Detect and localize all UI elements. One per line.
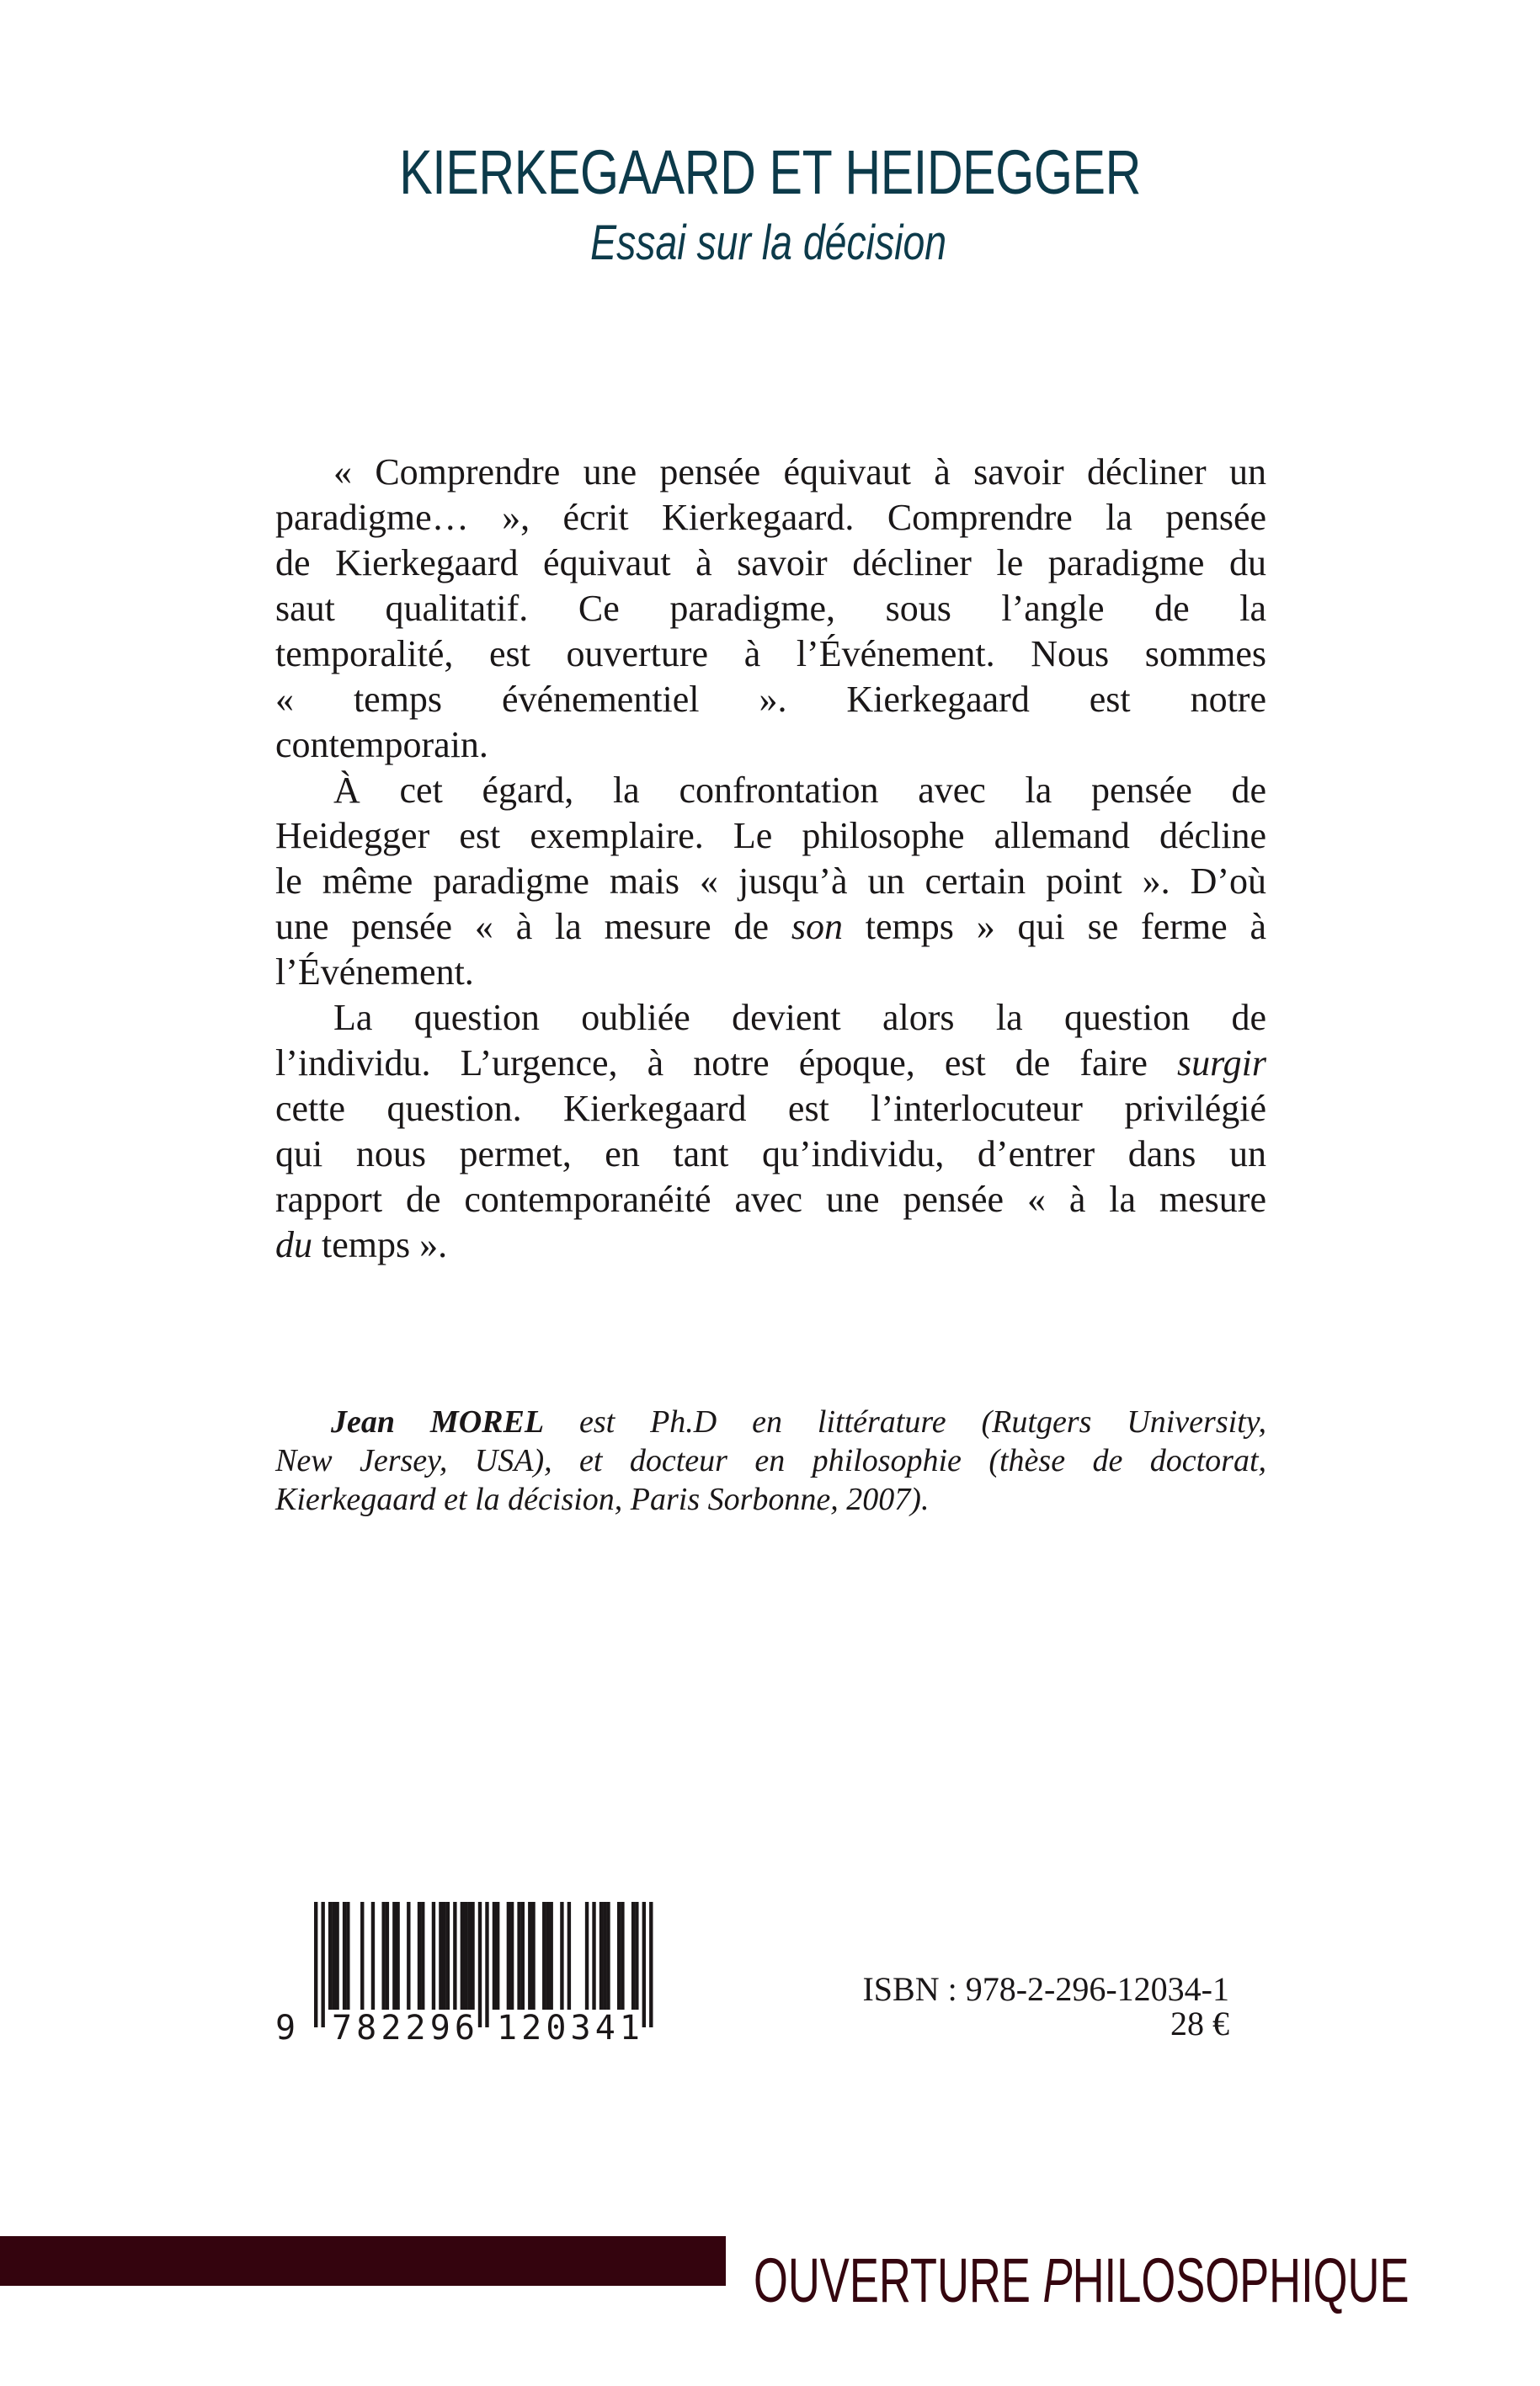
bio-line: New Jersey, USA), et docteur en philosophie (thèse de doctorat, [275, 1443, 1266, 1478]
author-bio [275, 1403, 1266, 1519]
isbn-barcode [271, 1899, 658, 2047]
emphasis: son [791, 906, 843, 947]
collection-name [754, 2245, 1409, 2315]
author-name: Jean MOREL [331, 1404, 545, 1440]
summary-line: paradigme… », écrit Kierkegaard. Comprendre la pensée [275, 497, 1266, 538]
barcode-left-digits: 782296 [332, 2009, 475, 2047]
bio-line [275, 1403, 1266, 1441]
isbn-number: ISBN : 978-2-296-12034-1 [862, 1970, 1229, 2008]
summary-line: temporalité, est ouverture à l’Événement. Nous sommes [275, 633, 1266, 674]
summary-line: de Kierkegaard équivaut à savoir décliner le paradigme du [275, 542, 1266, 583]
summary-line: À cet égard, la confrontation avec la pensée de [333, 770, 1266, 811]
book-subtitle: Essai sur la décision [590, 216, 947, 270]
emphasis: surgir [1177, 1042, 1266, 1084]
bio-line: Kierkegaard et la décision, Paris Sorbonne, 2007). [275, 1482, 930, 1517]
collection-name-part2: HILOSOPHIQUE [1072, 2245, 1409, 2315]
book-title: KIERKEGAARD ET HEIDEGGER [399, 137, 1141, 207]
collection-bar [0, 2236, 726, 2286]
text-run: l’individu. L’urgence, à notre époque, est de faire [275, 1042, 1178, 1084]
summary-line: qui nous permet, en tant qu’individu, d’entrer dans un [275, 1133, 1266, 1174]
emphasis: du [275, 1224, 312, 1265]
summary-line: « Comprendre une pensée équivaut à savoir décliner un [333, 451, 1266, 493]
summary-line: contemporain. [275, 724, 488, 765]
barcode-right-digits: 120341 [497, 2009, 640, 2047]
barcode-first-digit: 9 [275, 2009, 296, 2047]
summary-line: l’Événement. [275, 951, 474, 993]
text-run: est Ph.D en littérature (Rutgers University, [544, 1404, 1266, 1440]
collection-name-part1: OUVERTURE [754, 2245, 1043, 2315]
collection-name-initial: P [1042, 2245, 1073, 2315]
summary-line: Heidegger est exemplaire. Le philosophe allemand décline [275, 815, 1266, 856]
text-run: temps » qui se ferme à [842, 906, 1266, 947]
summary-line [275, 904, 1266, 950]
price: 28 € [1170, 2005, 1229, 2042]
summary-line: saut qualitatif. Ce paradigme, sous l’angle de la [275, 588, 1266, 629]
summary-text [275, 450, 1266, 1268]
summary-line: La question oubliée devient alors la question de [333, 997, 1266, 1038]
summary-line: « temps événementiel ». Kierkegaard est notre [275, 679, 1266, 720]
summary-line: rapport de contemporanéité avec une pensée « à la mesure [275, 1179, 1266, 1220]
summary-line: le même paradigme mais « jusqu’à un certain point ». D’où [275, 860, 1266, 902]
text-run: temps ». [312, 1224, 448, 1265]
summary-line [275, 1041, 1266, 1086]
summary-line [275, 1222, 1266, 1268]
text-run: une pensée « à la mesure de [275, 906, 791, 947]
summary-line: cette question. Kierkegaard est l’interlocuteur privilégié [275, 1088, 1266, 1129]
